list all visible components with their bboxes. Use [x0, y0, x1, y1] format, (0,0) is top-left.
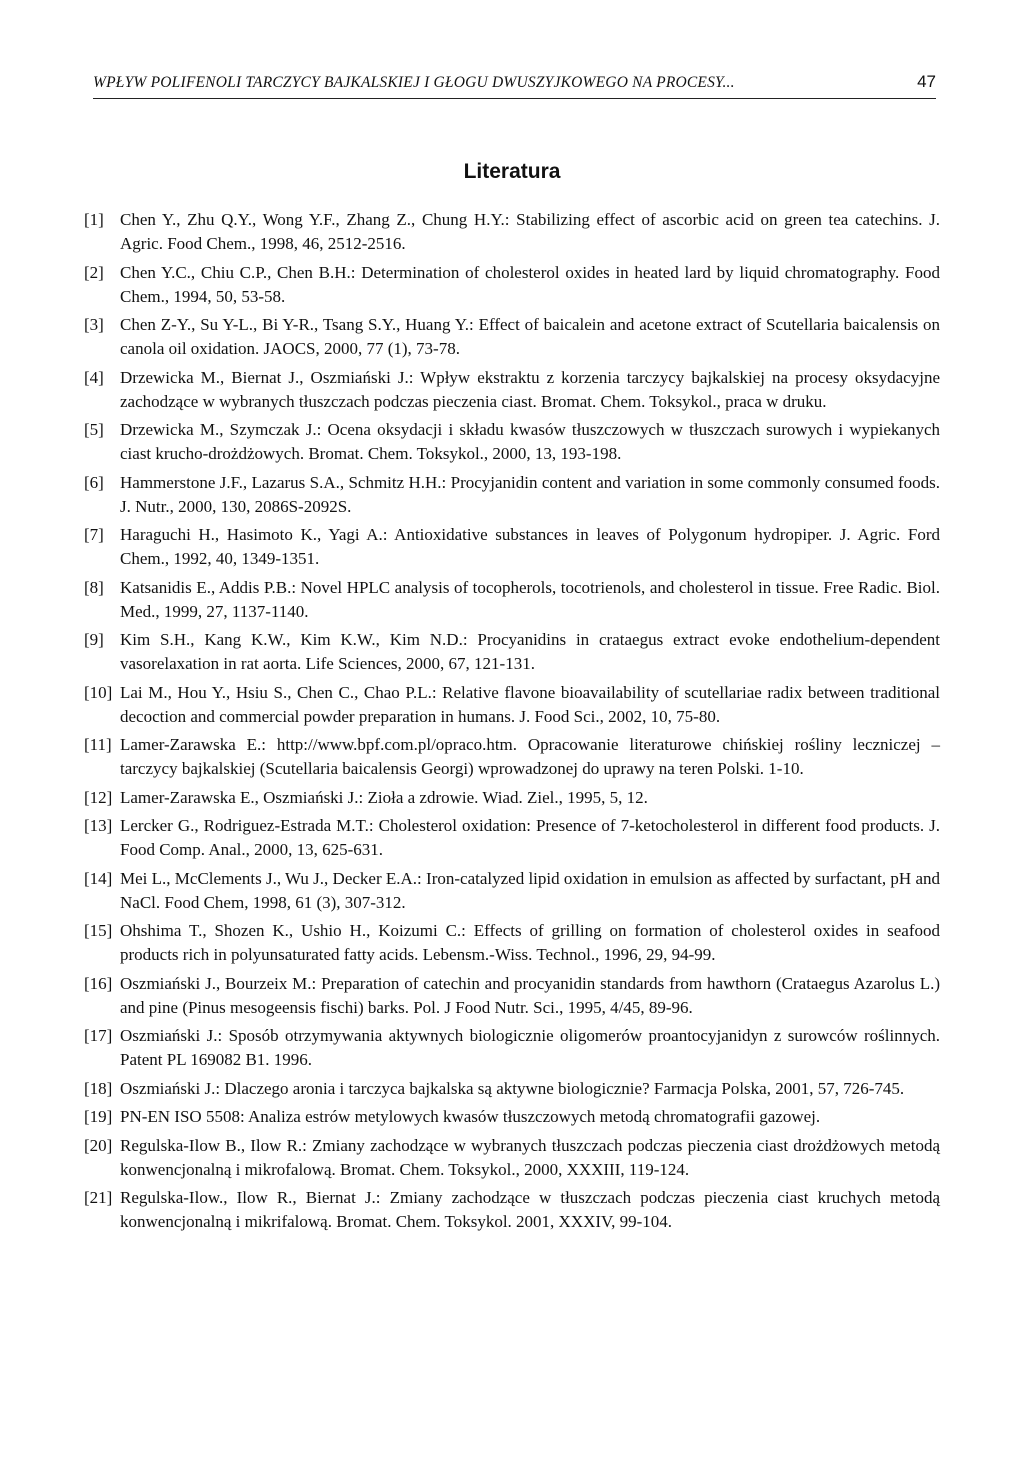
reference-text: Chen Y.C., Chiu C.P., Chen B.H.: Determination of cholesterol oxides in heated lard by liquid chromatography. Food Chem., 1994, 50, 53-58.: [120, 262, 940, 306]
reference-text: Drzewicka M., Szymczak J.: Ocena oksydacji i składu kwasów tłuszczowych w tłuszczach surowych i wypiekanych ciast krucho-drożdżowych. Bromat. Chem. Toksykol., 2000, 13, 193-198.: [120, 420, 940, 463]
page-number: 47: [917, 72, 936, 91]
reference-item: [84, 628, 940, 676]
reference-text: Drzewicka M., Biernat J., Oszmiański J.: Wpływ ekstraktu z korzenia tarczycy bajkalskiej na procesy oksydacyjne zachodzące w wybranych tłuszczach podczas pieczenia ciast. Bromat. Chem. Toksykol., praca w druku.: [120, 367, 940, 411]
reference-item: [84, 208, 940, 256]
reference-number: [12]: [84, 787, 113, 807]
running-header-title: WPŁYW POLIFENOLI TARCZYCY BAJKALSKIEJ I GŁOGU DWUSZYJKOWEGO NA PROCESY...: [93, 74, 735, 91]
reference-number: [10]: [84, 682, 113, 702]
reference-text: Regulska-Ilow., Ilow R., Biernat J.: Zmiany zachodzące w tłuszczach podczas pieczenia ciast kruchych metodą konwencjonalną i mikrifalową. Bromat. Chem. Toksykol. 2001, XXXIV, 99-104.: [120, 1188, 940, 1231]
reference-item: [84, 814, 940, 862]
reference-item: [84, 1186, 940, 1234]
reference-text: Oszmiański J., Bourzeix M.: Preparation of catechin and procyanidin standards from hawthorn (Crataegus Azarolus L.) and pine (Pinus mesogeensis fischi) barks. Pol. J Food Nutr. Sci., 1995, 4/45, 89-96.: [120, 973, 940, 1017]
section-title: Literatura: [463, 160, 561, 183]
reference-number: [18]: [84, 1078, 113, 1098]
reference-text: Oszmiański J.: Dlaczego aronia i tarczyca bajkalska są aktywne biologicznie? Farmacja Polska, 2001, 57, 726-745.: [120, 1078, 905, 1098]
reference-item: [84, 786, 940, 810]
reference-text: Haraguchi H., Hasimoto K., Yagi A.: Antioxidative substances in leaves of Polygonum hydropiper. J. Agric. Ford Chem., 1992, 40, 1349-1351.: [120, 525, 940, 568]
reference-number: [2]: [84, 262, 104, 282]
reference-text: Lamer-Zarawska E.: http://www.bpf.com.pl/opraco.htm. Opracowanie literaturowe chińskiej rośliny leczniczej – tarczycy bajkalskiej (Scutellaria baicalensis Georgi) wprowadzonej do uprawy na teren Polski. 1-10.: [120, 735, 940, 778]
reference-text: Hammerstone J.F., Lazarus S.A., Schmitz H.H.: Procyjanidin content and variation in some commonly consumed foods. J. Nutr., 2000, 130, 2086S-2092S.: [120, 472, 940, 516]
reference-text: Katsanidis E., Addis P.B.: Novel HPLC analysis of tocopherols, tocotrienols, and cholesterol in tissue. Free Radic. Biol. Med., 1999, 27, 1137-1140.: [120, 577, 940, 621]
reference-item: [84, 867, 940, 915]
reference-item: [84, 418, 940, 466]
reference-item: [84, 261, 940, 309]
reference-text: Chen Y., Zhu Q.Y., Wong Y.F., Zhang Z., Chung H.Y.: Stabilizing effect of ascorbic acid on green tea catechins. J. Agric. Food Chem., 1998, 46, 2512-2516.: [120, 210, 940, 253]
reference-text: Oszmiański J.: Sposób otrzymywania aktywnych biologicznie oligomerów proantocyjanidyn z surowców roślinnych. Patent PL 169082 B1. 1996.: [120, 1026, 940, 1069]
reference-number: [11]: [84, 735, 112, 754]
reference-item: [84, 1134, 940, 1182]
reference-item: [84, 313, 940, 361]
reference-number: [1]: [84, 210, 104, 229]
reference-number: [9]: [84, 630, 104, 649]
reference-text: Regulska-Ilow B., Ilow R.: Zmiany zachodzące w wybranych tłuszczach podczas pieczenia ciast drożdżowych metodą konwencjonalną i mikrofalową. Bromat. Chem. Toksykol., 2000, XXXIII, 119-124.: [120, 1135, 940, 1179]
reference-item: [84, 972, 940, 1020]
reference-number: [5]: [84, 420, 104, 439]
reference-text: Lercker G., Rodriguez-Estrada M.T.: Cholesterol oxidation: Presence of 7-ketocholesterol in different food products. J. Food Comp. Anal., 2000, 13, 625-631.: [120, 816, 940, 859]
reference-item: [84, 919, 940, 967]
reference-number: [17]: [84, 1026, 113, 1045]
reference-list: [84, 208, 940, 1239]
reference-number: [7]: [84, 525, 104, 544]
reference-item: [84, 576, 940, 624]
reference-text: Ohshima T., Shozen K., Ushio H., Koizumi C.: Effects of grilling on formation of cholesterol oxides in seafood products rich in polyunsaturated fatty acids. Lebensm.-Wiss. Technol., 1996, 29, 94-99.: [120, 921, 940, 964]
reference-number: [19]: [84, 1107, 113, 1126]
reference-number: [4]: [84, 367, 104, 387]
reference-number: [3]: [84, 315, 104, 334]
reference-number: [13]: [84, 816, 113, 835]
reference-number: [20]: [84, 1135, 113, 1155]
reference-item: [84, 471, 940, 519]
reference-text: Chen Z-Y., Su Y-L., Bi Y-R., Tsang S.Y., Huang Y.: Effect of baicalein and acetone extract of Scutellaria baicalensis on canola oil oxidation. JAOCS, 2000, 77 (1), 73-78.: [120, 315, 940, 358]
reference-item: [84, 1024, 940, 1072]
reference-item: [84, 681, 940, 729]
reference-item: [84, 366, 940, 414]
reference-text: Mei L., McClements J., Wu J., Decker E.A.: Iron-catalyzed lipid oxidation in emulsion as affected by surfactant, pH and NaCl. Food Chem, 1998, 61 (3), 307-312.: [120, 868, 940, 912]
reference-number: [15]: [84, 921, 113, 940]
reference-item: [84, 733, 940, 781]
reference-item: [84, 523, 940, 571]
reference-item: [84, 1077, 940, 1101]
reference-number: [16]: [84, 973, 113, 993]
reference-number: [8]: [84, 577, 104, 597]
reference-number: [21]: [84, 1188, 113, 1207]
running-header: [93, 70, 936, 99]
reference-item: [84, 1105, 940, 1129]
reference-text: Lamer-Zarawska E., Oszmiański J.: Zioła a zdrowie. Wiad. Ziel., 1995, 5, 12.: [120, 787, 648, 807]
reference-number: [14]: [84, 868, 113, 888]
reference-text: Lai M., Hou Y., Hsiu S., Chen C., Chao P.L.: Relative flavone bioavailability of scutellariae radix between traditional decoction and commercial powder preparation in humans. J. Food Sci., 2002, 10, 75-80.: [120, 682, 940, 726]
reference-number: [6]: [84, 472, 104, 492]
reference-text: PN-EN ISO 5508: Analiza estrów metylowych kwasów tłuszczowych metodą chromatografii gazowej.: [120, 1107, 821, 1126]
reference-text: Kim S.H., Kang K.W., Kim K.W., Kim N.D.: Procyanidins in crataegus extract evoke endothelium-dependent vasorelaxation in rat aorta. Life Sciences, 2000, 67, 121-131.: [120, 630, 940, 673]
